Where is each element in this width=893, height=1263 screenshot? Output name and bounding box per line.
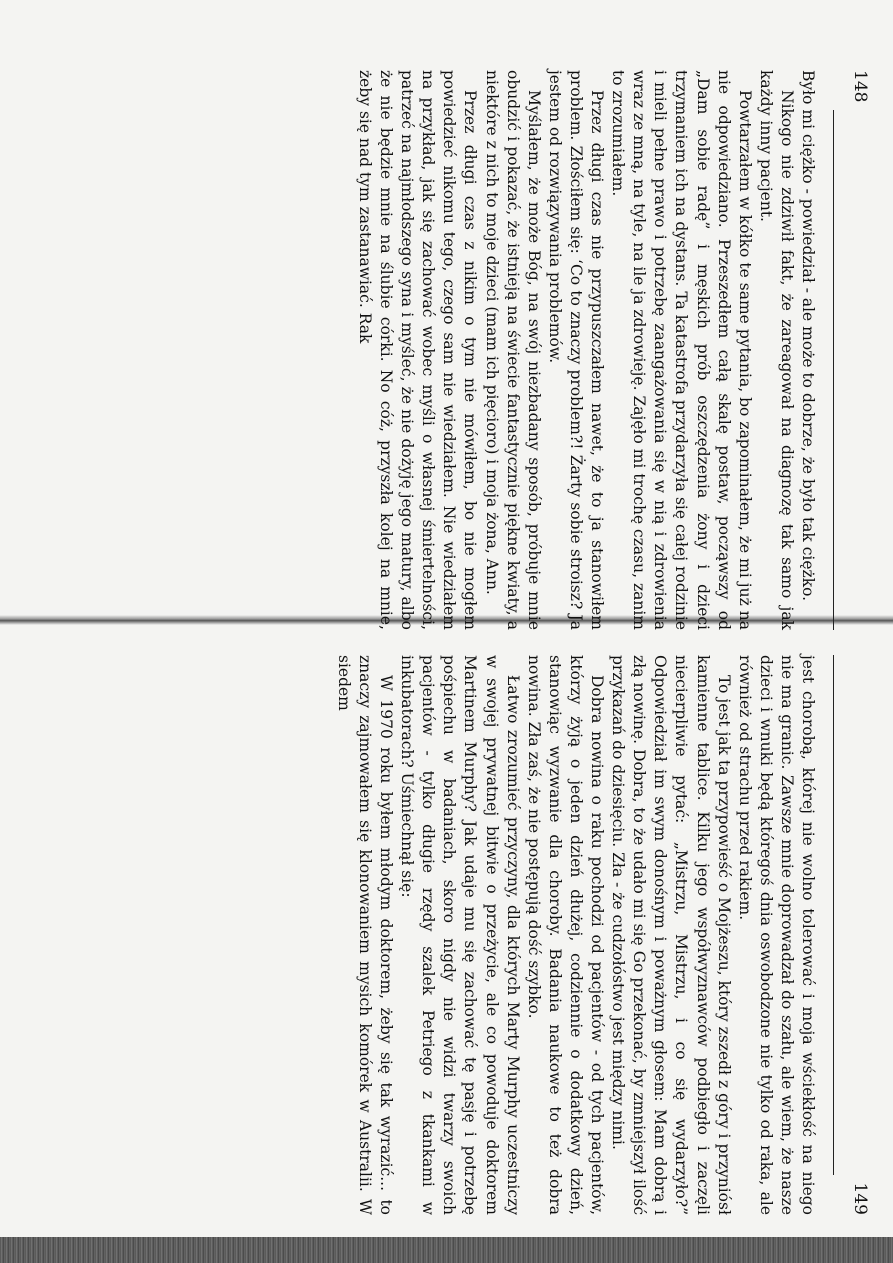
header-rule bbox=[833, 655, 834, 1175]
left-page bbox=[110, 70, 870, 630]
right-page bbox=[110, 655, 870, 1215]
paragraph: Powtarzałem w kółko te same pytania, bo zapominałem, że mi już na nie odpowiedziano. Przeszedłem całą skalę postaw, począwszy od „Dam sobie radę” i męskich prób oszczędzenia żony i dzieci trzymaniem ich na dystans. Ta katastrofa przydarzyła się całej rodzinie i mieli pełne prawo i potrzebę zaangażowania się w nią i zdrowienia wraz ze mną, na tyle, na ile ja zdrowieję. Zajęło mi trochę czasu, zanim to zrozumiałem. bbox=[609, 70, 754, 630]
paragraph: W 1970 roku byłem młodym doktorem, żeby się tak wyrazić... to znaczy zajmowałem się klonowaniem mysich komórek w Australii. W siedem bbox=[334, 655, 396, 1215]
paragraph: Myślałem, że może Bóg, na swój niezbadany sposób, próbuje mnie obudzić i pokazać, że istnieją na świecie fantastycznie piękne kwiaty, a niektóre z nich to moje dzieci (mam ich pięcioro) i moja żona, Ann. bbox=[482, 70, 543, 630]
page-number: 149 bbox=[850, 1182, 870, 1215]
paragraph: Przez długi czas z nikim o tym nie mówiłem, bo nie mogłem powiedzieć nikomu tego, czego sam nie wiedziałem. Nie wiedziałem na przykład, jak się zachować wobec myśli o własnej śmiertelności, patrzeć na najmłodszego syna i myśleć, że nie dożyję jego matury, albo że nie będzie mnie na ślubie córki. No cóż, przyszła kolej na mnie, żeby się nad tym zastanawiać. Rak bbox=[356, 70, 480, 630]
paragraph: Łatwo zrozumieć przyczyny, dla których Marty Murphy uczestniczy w swojej prywatnej bitwie o przeżycie, ale co powoduje doktorem Martinem Murphy? Jak udaje mu się zachować tę pasję i potrzebę pośpiechu w badaniach, skoro nigdy nie widzi twarzy swoich pacjentów - tylko długie rzędy szalek Petriego z tkankami w inkubatorach? Uśmiechnął się: bbox=[398, 655, 522, 1215]
paragraph: To jest jak ta przypowieść o Mojżeszu, który zszedł z góry i przyniósł kamienne tablice. Kilku jego współwyznawców podbiegło i zaczęli niecierpliwie pytać: „Mistrzu, Mistrzu, i co się wydarzyło?” Odpowiedział im swym donośnym i poważnym głosem: Mam dobrą i złą nowinę. Dobra, to że udało mi się Go przekonać, by zmniejszył ilość przykazań do dziesięciu. Zła - że cudzołóstwo jest między nimi. bbox=[609, 655, 733, 1215]
paragraph: jest chorobą, której nie wolno tolerować i moja wściekłość na niego nie ma granic. Zawsze mnie doprowadzał do szału, ale wiem, że nasze dzieci i wnuki będą któregoś dnia oswobodzone nie tylko od raka, ale również od strachu przed rakiem. bbox=[735, 655, 817, 1215]
page-number: 148 bbox=[850, 70, 870, 103]
page-body bbox=[354, 70, 818, 630]
scan-edge bbox=[0, 1237, 893, 1263]
paragraph: Dobra nowina o raku pochodzi od pacjentów - od tych pacjentów, którzy żyją o jeden dzień dłużej, codziennie o dodatkowy dzień, stanowiąc wyzwanie dla choroby. Badania naukowe to też dobra nowina. Zła zaś, że nie postępują dość szybko. bbox=[524, 655, 607, 1215]
paragraph: Nikogo nie zdziwił fakt, że zareagował na diagnozę tak samo jak każdy inny pacjent. bbox=[756, 70, 796, 630]
header-rule bbox=[833, 110, 834, 630]
page-body bbox=[333, 655, 818, 1215]
paragraph: Było mi ciężko - powiedział - ale może to dobrze, że było tak ciężko. bbox=[799, 70, 817, 602]
paragraph: Przez długi czas nie przypuszczałem nawet, że to ja stanowiłem problem. Złościłem się: ‘Co to znaczy problem?! Żarty sobie stroisz? Ja jestem od rozwiązywania problemów. bbox=[545, 70, 607, 630]
